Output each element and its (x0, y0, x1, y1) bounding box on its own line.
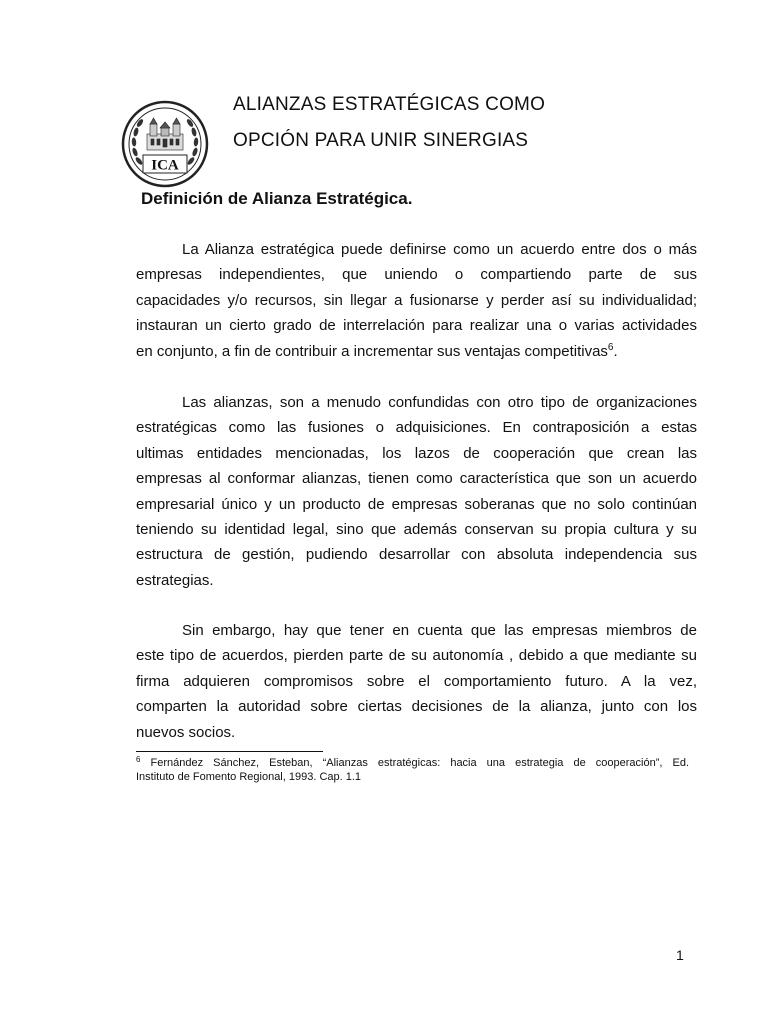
footnote-text: Fernández Sánchez, Esteban, “Alianzas estratégicas: hacia una estrategia de cooperación”, Ed. (150, 757, 689, 769)
footnote-marker: 6 (136, 755, 141, 764)
paragraph-line: empresarial único y un producto de empresas soberanas que no solo continúan (136, 495, 697, 513)
paragraph-line: teniendo su identidad legal, sino que además conservan su propia cultura y su (136, 520, 697, 538)
paragraph-line: este tipo de acuerdos, pierden parte de su autonomía , debido a que mediante su (136, 647, 697, 665)
paragraph-line: empresas independientes, que uniendo o compartiendo parte de sus (136, 266, 697, 284)
paragraph-line: estrategias. (136, 571, 214, 589)
footnote-separator (136, 751, 323, 752)
document-title-line-1: ALIANZAS ESTRATÉGICAS COMO (233, 94, 546, 115)
paragraph-line: estratégicas como las fusiones o adquisiciones. En contraposición a estas (136, 419, 697, 437)
paragraph-line: Sin embargo, hay que tener en cuenta que las empresas miembros de (182, 622, 697, 639)
paragraph-line: empresas al conformar alianzas, tienen como característica que son un acuerdo (136, 470, 697, 488)
paragraph-line: comparten la autoridad sobre ciertas decisiones de la alianza, junto con los (136, 698, 697, 716)
paragraph-2 (136, 390, 697, 593)
paragraph-line: firma adquieren compromisos sobre el comportamiento futuro. A la vez, (136, 672, 697, 690)
paragraph-3 (136, 618, 697, 745)
paragraph-1 (136, 237, 697, 364)
paragraph-line: ultimas entidades mencionadas, los lazos de cooperación que crean las (136, 444, 697, 462)
section-heading: Definición de Alianza Estratégica. (141, 189, 413, 208)
footnote-reference[interactable]: 6 (607, 341, 614, 353)
paragraph-line-with-footnote (136, 339, 697, 364)
document-title-line-2: OPCIÓN PARA UNIR SINERGIAS (233, 130, 529, 151)
paragraph-line: nuevos socios. (136, 723, 236, 741)
ica-logo (121, 100, 209, 188)
paragraph-line: Las alianzas, son a menudo confundidas con otro tipo de organizaciones (182, 394, 697, 411)
paragraph-line: estructura de gestión, pudiendo desarrollar con absoluta independencia sus (136, 546, 697, 564)
svg-text:ICA: ICA (151, 157, 179, 174)
paragraph-line: instauran un cierto grado de interrelación para realizar una o varias actividades (136, 317, 697, 335)
paragraph-line: La Alianza estratégica puede definirse como un acuerdo entre dos o más (182, 241, 697, 258)
paragraph-line: capacidades y/o recursos, sin llegar a fusionarse y perder así su individualidad; (136, 291, 697, 309)
footnote-line-2: Instituto de Fomento Regional, 1993. Cap. 1.1 (136, 771, 362, 783)
end-punctuation: . (613, 342, 618, 360)
footnote (136, 756, 689, 784)
page-number: 1 (676, 947, 684, 963)
footnote-line-1 (136, 756, 689, 770)
paragraph-line-text: en conjunto, a fin de contribuir a incrementar sus ventajas competitivas (136, 342, 608, 360)
